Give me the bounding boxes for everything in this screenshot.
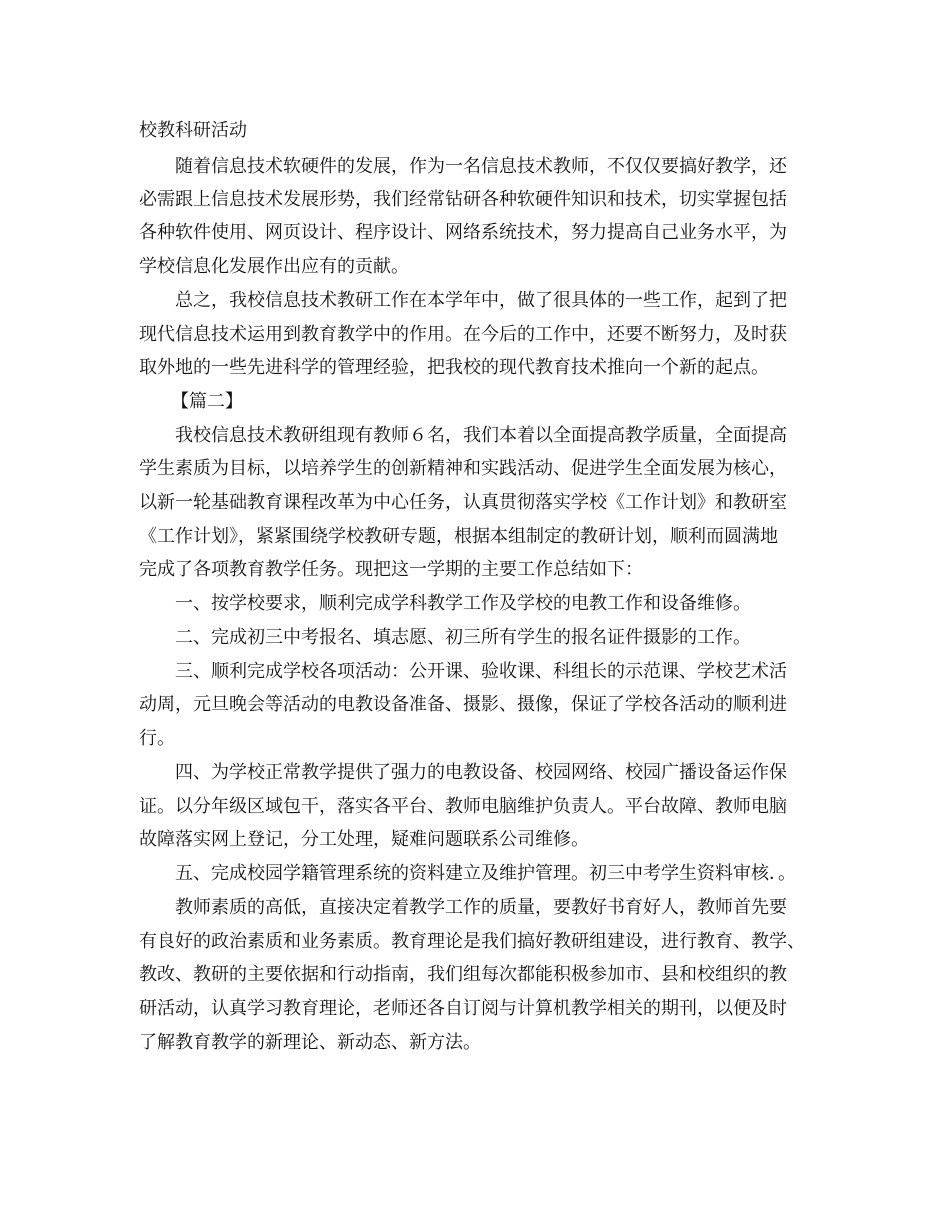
text-line: 完成了各项教育教学任务。现把这一学期的主要工作总结如下： — [139, 559, 643, 580]
paragraph-first-line: 总之，我校信息技术教研工作在本学年中，做了很具体的一些工作，起到了把 — [175, 290, 787, 311]
text-line: 研活动，认真学习教育理论，老师还各自订阅与计算机教学相关的期刊，以便及时 — [139, 998, 787, 1019]
text-line: 教改、教研的主要依据和行动指南，我们组每次都能积极参加市、县和校组织的教 — [139, 964, 787, 985]
text-line: 各种软件使用、网页设计、程序设计、网络系统技术，努力提高自己业务水平，为 — [139, 222, 787, 243]
section-heading: 【篇二】 — [171, 391, 243, 412]
text-line: 学生素质为目标，以培养学生的创新精神和实践活动、促进学生全面发展为核心， — [139, 458, 787, 479]
list-item: 四、为学校正常教学提供了强力的电教设备、校园网络、校园广播设备运作保 — [175, 762, 787, 783]
text-line: 以新一轮基础教育课程改革为中心任务，认真贯彻落实学校《工作计划》和教研室 — [139, 492, 787, 513]
text-line: 现代信息技术运用到教育教学中的作用。在今后的工作中，还要不断努力，及时获 — [139, 324, 787, 345]
text-line: 学校信息化发展作出应有的贡献。 — [139, 256, 409, 277]
text-line: 有良好的政治素质和业务素质。教育理论是我们搞好教研组建设，进行教育、教学、 — [139, 931, 805, 952]
text-line: 《工作计划》，紧紧围绕学校教研专题，根据本组制定的教研计划，顺利而圆满地 — [139, 526, 778, 547]
paragraph-first-line: 随着信息技术软硬件的发展，作为一名信息技术教师，不仅仅要搞好教学，还 — [175, 156, 787, 177]
list-item: 五、完成校园学籍管理系统的资料建立及维护管理。初三中考学生资料审核．。 — [175, 863, 796, 884]
paragraph-first-line: 教师素质的高低，直接决定着教学工作的质量，要教好书育好人，教师首先要 — [175, 897, 787, 918]
paragraph-first-line: 我校信息技术教研组现有教师６名，我们本着以全面提高教学质量，全面提高 — [175, 425, 787, 446]
text-line: 校教科研活动 — [139, 120, 247, 141]
text-line: 动周，元旦晚会等活动的电教设备准备、摄影、摄像，保证了学校各活动的顺利进 — [139, 694, 787, 715]
list-item: 三、顺利完成学校各项活动：公开课、验收课、科组长的示范课、学校艺术活 — [175, 661, 787, 682]
text-line: 故障落实网上登记，分工处理，疑难问题联系公司维修。 — [139, 829, 589, 850]
text-line: 证。以分年级区域包干，落实各平台、教师电脑维护负责人。平台故障、教师电脑 — [139, 796, 787, 817]
list-item: 一、按学校要求，顺利完成学科教学工作及学校的电教工作和设备维修。 — [175, 593, 751, 614]
text-line: 取外地的一些先进科学的管理经验，把我校的现代教育技术推向一个新的起点。 — [139, 357, 769, 378]
list-item: 二、完成初三中考报名、填志愿、初三所有学生的报名证件摄影的工作。 — [175, 627, 751, 648]
text-line: 行。 — [139, 728, 175, 749]
text-line: 了解教育教学的新理论、新动态、新方法。 — [139, 1032, 481, 1053]
text-line: 必需跟上信息技术发展形势，我们经常钻研各种软硬件知识和技术，切实掌握包括 — [139, 189, 787, 210]
